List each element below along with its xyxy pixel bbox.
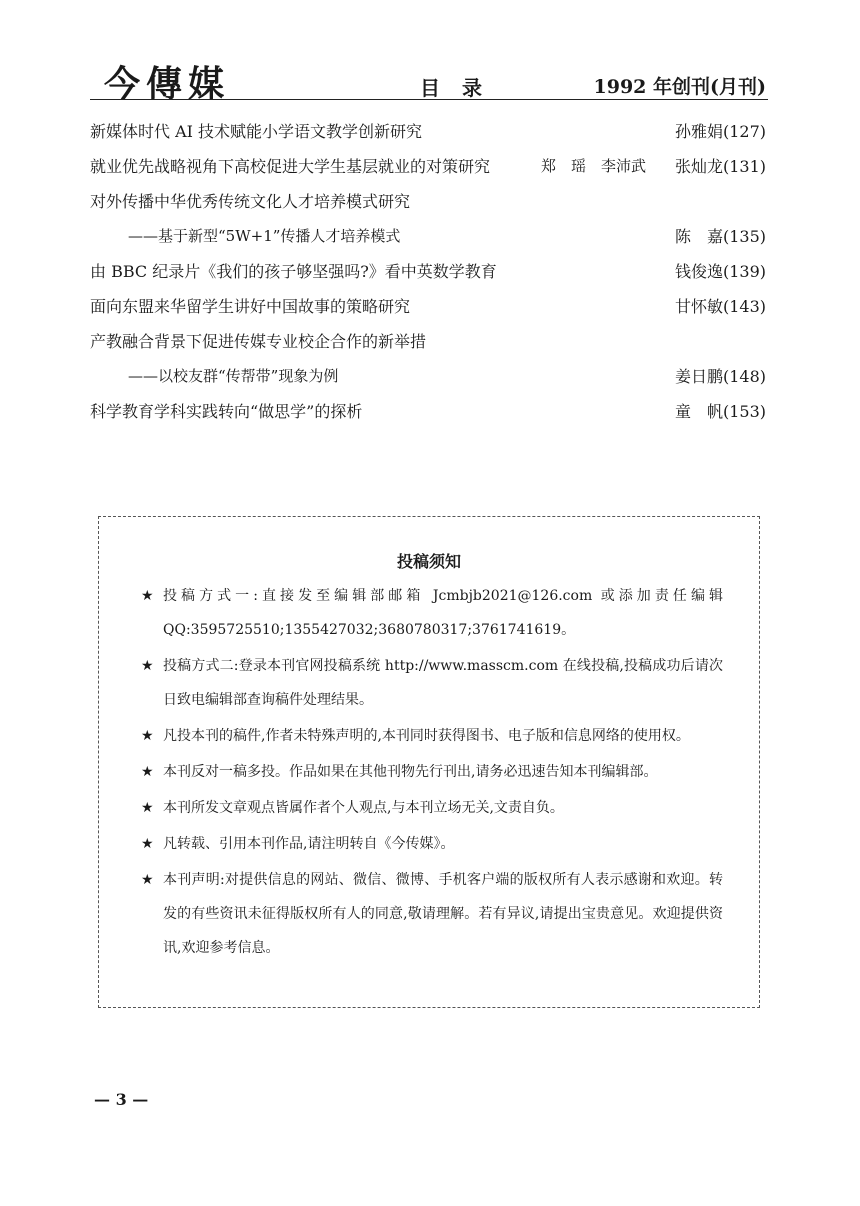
page-header bbox=[90, 56, 768, 105]
notice-item bbox=[141, 755, 723, 789]
toc-title: 科学教育学科实践转向“做思学”的探析 bbox=[90, 402, 363, 421]
toc-title: 对外传播中华优秀传统文化人才培养模式研究 bbox=[90, 192, 411, 211]
star-icon: ★ bbox=[141, 872, 154, 888]
toc-title: 产教融合背景下促进传媒专业校企合作的新举措 bbox=[90, 332, 427, 351]
toc-entry[interactable] bbox=[90, 254, 766, 289]
toc-author-page: 童 帆(153) bbox=[674, 402, 766, 421]
notice-item bbox=[141, 791, 723, 825]
toc-title: ——基于新型“5W+1”传播人才培养模式 bbox=[128, 227, 401, 245]
toc-author-page: 钱俊逸(139) bbox=[674, 262, 766, 281]
header-divider bbox=[90, 99, 768, 100]
toc-author-page: 姜日鹏(148) bbox=[674, 367, 766, 386]
star-icon: ★ bbox=[141, 764, 154, 780]
star-icon: ★ bbox=[141, 800, 154, 816]
toc-authors: 郑 瑶 李沛武 bbox=[540, 157, 646, 175]
toc-entry[interactable] bbox=[90, 219, 766, 254]
toc-author-page: 陈 嘉(135) bbox=[674, 227, 766, 246]
toc-entry[interactable] bbox=[90, 149, 766, 184]
star-icon: ★ bbox=[141, 728, 154, 744]
notice-item-text: 投稿方式二:登录本刊官网投稿系统 http://www.masscm.com 在线投稿,投稿成功后请次日致电编辑部查询稿件处理结果。 bbox=[163, 658, 723, 708]
toc-entry[interactable] bbox=[90, 359, 766, 394]
star-icon: ★ bbox=[141, 588, 154, 604]
toc-title: 新媒体时代 AI 技术赋能小学语文教学创新研究 bbox=[90, 122, 423, 141]
submission-notice-box bbox=[98, 516, 760, 1008]
toc-title: 就业优先战略视角下高校促进大学生基层就业的对策研究 bbox=[90, 157, 491, 176]
notice-item bbox=[141, 827, 723, 861]
toc-entry[interactable] bbox=[90, 114, 766, 149]
toc-author-page: 张灿龙(131) bbox=[674, 157, 766, 176]
toc-title: 面向东盟来华留学生讲好中国故事的策略研究 bbox=[90, 297, 411, 316]
notice-list bbox=[141, 579, 723, 967]
notice-item bbox=[141, 649, 723, 717]
notice-item-text: 本刊声明:对提供信息的网站、微信、微博、手机客户端的版权所有人表示感谢和欢迎。转发的有些资讯未征得版权所有人的同意,敬请理解。若有异议,请提出宝贵意见。欢迎提供资讯,欢迎参考信息。 bbox=[163, 872, 723, 956]
star-icon: ★ bbox=[141, 836, 154, 852]
notice-item-text: 投稿方式一:直接发至编辑部邮箱 Jcmbjb2021@126.com 或添加责任编辑 QQ:3595725510;1355427032;3680780317;3761741619。 bbox=[163, 588, 723, 638]
notice-item-text: 凡投本刊的稿件,作者未特殊声明的,本刊同时获得图书、电子版和信息网络的使用权。 bbox=[163, 728, 690, 744]
founded-note: 1992 年创刊(月刊) bbox=[593, 76, 766, 98]
notice-title: 投稿须知 bbox=[396, 552, 461, 571]
table-of-contents bbox=[90, 114, 766, 429]
notice-item bbox=[141, 719, 723, 753]
notice-item bbox=[141, 863, 723, 965]
star-icon: ★ bbox=[141, 658, 154, 674]
notice-item-text: 凡转载、引用本刊作品,请注明转自《今传媒》。 bbox=[163, 836, 455, 852]
toc-author-page: 孙雅娟(127) bbox=[674, 122, 766, 141]
toc-title: ——以校友群“传帮带”现象为例 bbox=[128, 367, 339, 385]
toc-entry[interactable] bbox=[90, 289, 766, 324]
journal-logo: 今傳媒 bbox=[104, 63, 231, 105]
notice-item-text: 本刊反对一稿多投。作品如果在其他刊物先行刊出,请务必迅速告知本刊编辑部。 bbox=[163, 764, 658, 780]
toc-author-page: 甘怀敏(143) bbox=[674, 297, 766, 316]
toc-title: 由 BBC 纪录片《我们的孩子够坚强吗?》看中英数学教育 bbox=[90, 262, 497, 281]
notice-item bbox=[141, 579, 723, 647]
page-number: — 3 — bbox=[94, 1090, 149, 1109]
toc-entry[interactable] bbox=[90, 184, 766, 219]
section-title: 目录 bbox=[420, 76, 504, 100]
toc-entry[interactable] bbox=[90, 324, 766, 359]
toc-entry[interactable] bbox=[90, 394, 766, 429]
notice-item-text: 本刊所发文章观点皆属作者个人观点,与本刊立场无关,文责自负。 bbox=[163, 800, 564, 816]
